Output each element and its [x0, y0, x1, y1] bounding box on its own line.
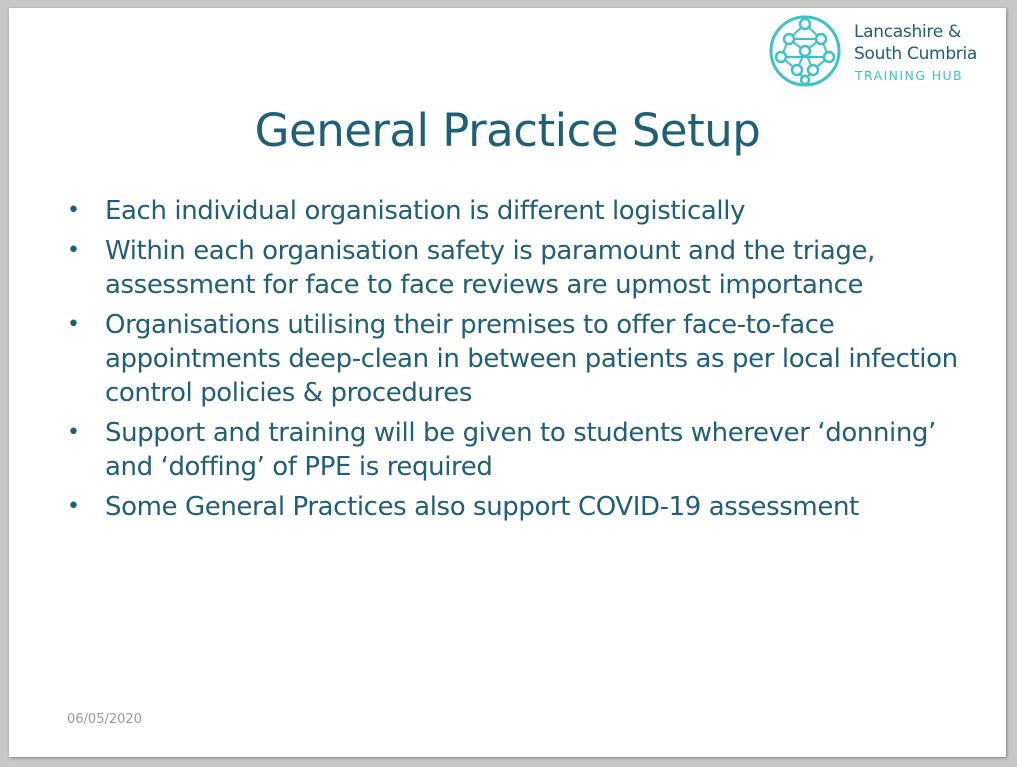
bullet-item — [67, 416, 987, 484]
bullet-icon: • — [67, 494, 80, 519]
slide-title: General Practice Setup — [254, 104, 761, 157]
bullet-icon: • — [67, 312, 80, 337]
training-hub-logo — [767, 12, 1003, 90]
bullet-list — [67, 194, 987, 530]
bullet-text: Some General Practices also support COVID-19 assessment — [105, 492, 859, 522]
bullet-icon: • — [67, 198, 80, 223]
logo-text-line2: South Cumbria — [854, 44, 978, 64]
logo-text-line3: TRAINING HUB — [855, 68, 964, 83]
bullet-icon: • — [67, 238, 80, 263]
slide — [9, 8, 1006, 757]
bullet-text: Organisations utilising their premises to offer face-to-face appointments deep-clean in between patients as per local infection control policies & procedures — [105, 310, 958, 408]
logo-text-line1: Lancashire & — [854, 22, 961, 42]
footer-date: 06/05/2020 — [67, 712, 142, 727]
bullet-text: Each individual organisation is different logistically — [105, 196, 746, 226]
bullet-item — [67, 490, 987, 524]
bullet-text: Support and training will be given to students wherever ‘donning’ and ‘doffing’ of PPE is required — [105, 418, 936, 482]
bullet-item — [67, 308, 987, 410]
network-logo-icon — [767, 12, 847, 90]
bullet-item — [67, 234, 987, 302]
bullet-text: Within each organisation safety is paramount and the triage, assessment for face to face reviews are upmost importance — [105, 236, 875, 300]
bullet-icon: • — [67, 420, 80, 445]
bullet-item — [67, 194, 987, 228]
